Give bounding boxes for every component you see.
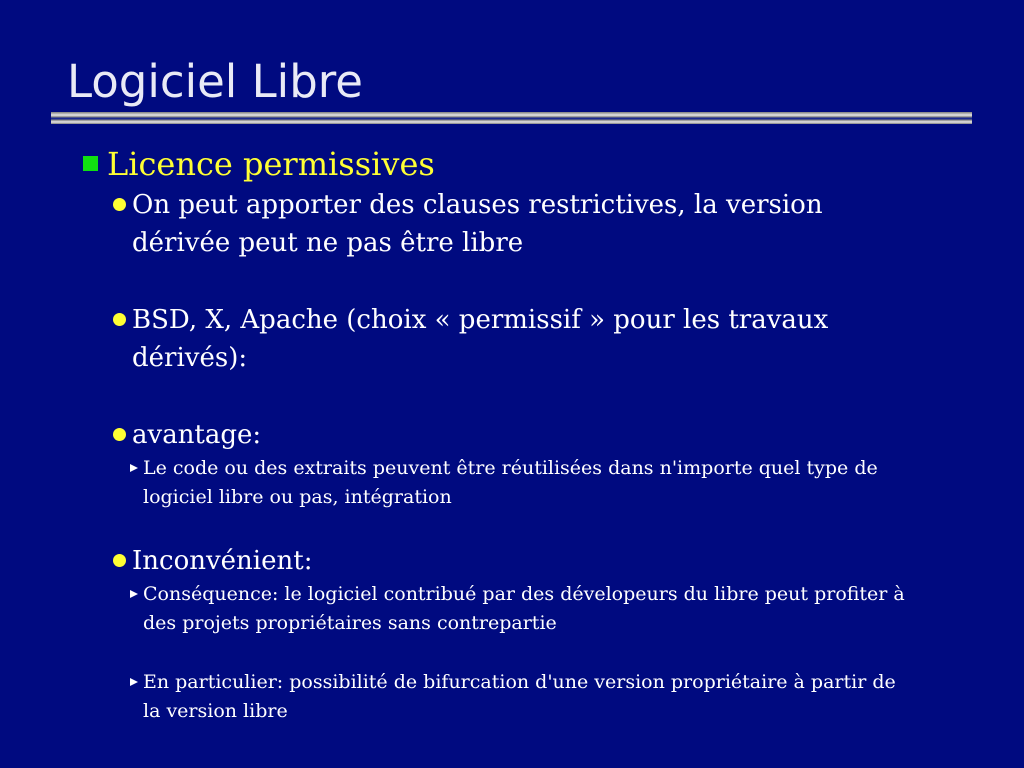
triangle-bullet-icon [130,678,138,686]
bullet-line: dérivés): [132,343,248,373]
sub-bullet-line: des projets propriétaires sans contrepartie [143,612,557,634]
triangle-bullet-icon [130,464,138,472]
bullet-line: On peut apporter des clauses restrictives, la version [132,190,823,220]
bullet-line: Inconvénient: [132,546,313,576]
sub-bullet-line: la version libre [143,700,288,722]
triangle-bullet-icon [130,590,138,598]
section-heading: Licence permissives [107,145,435,183]
sub-bullet-line: logiciel libre ou pas, intégration [143,486,452,508]
round-bullet-icon [113,198,126,211]
slide-title: Logiciel Libre [67,55,363,108]
sub-bullet-line: Le code ou des extraits peuvent être réutilisées dans n'importe quel type de [143,457,878,479]
square-bullet-icon [83,156,98,171]
round-bullet-icon [113,428,126,441]
bullet-line: dérivée peut ne pas être libre [132,228,524,258]
bullet-line: avantage: [132,420,262,450]
title-divider [51,112,972,124]
sub-bullet-line: Conséquence: le logiciel contribué par des dévelopeurs du libre peut profiter à [143,583,905,605]
sub-bullet-line: En particulier: possibilité de bifurcation d'une version propriétaire à partir de [143,671,896,693]
round-bullet-icon [113,554,126,567]
round-bullet-icon [113,313,126,326]
bullet-line: BSD, X, Apache (choix « permissif » pour les travaux [132,305,829,335]
